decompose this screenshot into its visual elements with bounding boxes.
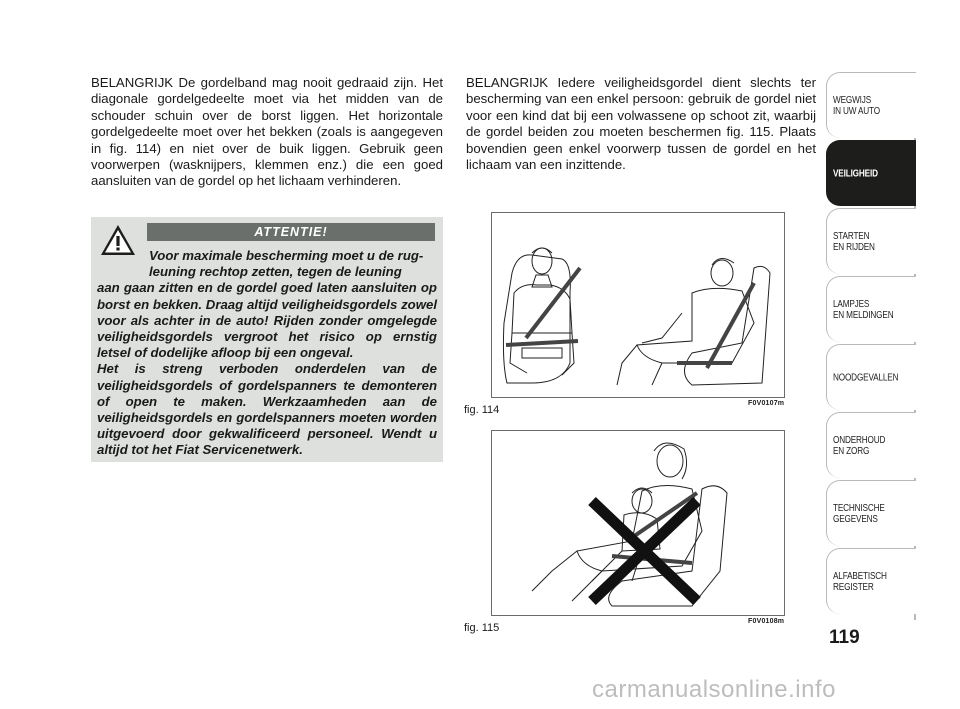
tab-technische[interactable]	[826, 480, 916, 546]
warning-line-1: Voor maximale bescherming moet u de rug-	[149, 248, 424, 263]
intro-right-text: BELANGRIJK Iedere veiligheidsgordel dient slechts ter bescherming van een enkel persoon: gebruik de gordel niet voor een kind dat bij een volwassene op schoot zit, waarbij de gordel beiden zou moeten beschermen fig. 115. Plaats bovendien geen enkel voorwerp tussen de gordel en het lichaam van een inzittende.	[466, 75, 816, 173]
warning-box	[91, 217, 443, 462]
figure-115-code: F0V0108m	[748, 618, 785, 625]
warning-body	[97, 248, 437, 459]
intro-left-text: BELANGRIJK De gordelband mag nooit gedraaid zijn. Het diagonale gordelgedeelte moet via het midden van de schouder schuin over de borst liggen. Het horizontale gordelgedeelte moet over het bekken (zoals is aangegeven in fig. 114) en niet over de buik liggen. Gebruik geen voorwerpen (wasknijpers, klemmen enz.) die een goed aansluiten van de gordel op het lichaam verhinderen.	[91, 75, 443, 189]
tab-label: STARTEN EN RIJDEN	[833, 230, 875, 253]
warning-title: ATTENTIE!	[147, 223, 435, 241]
tab-alfabetisch[interactable]	[826, 548, 916, 614]
watermark-text: carmanualsonline.info	[592, 676, 836, 703]
tab-noodgevallen[interactable]	[826, 344, 916, 410]
tab-label: VEILIGHEID	[833, 168, 878, 179]
warning-paragraph-1: aan gaan zitten en de gordel goed laten aansluiten op borst en bekken. Draag altijd veiligheidsgordels zowel voor als achter in de auto! Rijden zonder omgelegde veiligheidsgordels vergroot het risico op ernstig letsel of dodelijke afloop bij een ongeval.	[97, 280, 437, 361]
figure-114-label: fig. 114	[464, 404, 500, 416]
tab-veiligheid[interactable]	[826, 140, 916, 206]
tab-label: NOODGEVALLEN	[833, 372, 899, 383]
tab-onderhoud[interactable]	[826, 412, 916, 478]
tab-lampjes[interactable]	[826, 276, 916, 342]
figure-115-seatbelt-illustration	[491, 430, 785, 616]
figure-114-seatbelt-illustration	[491, 212, 785, 398]
warning-line-2: leuning rechtop zetten, tegen de leuning	[149, 264, 402, 280]
tab-label: ALFABETISCH REGISTER	[833, 570, 887, 593]
seatbelt-child-on-lap-drawing	[492, 431, 784, 615]
warning-paragraph-2: Het is streng verboden onderdelen van de veiligheidsgordels of gordelspanners te demonteren of open te maken. Werkzaamheden aan de veiligheidsgordels en gordelspanners moeten worden uitgevoerd door gekwalificeerd personeel. Wendt u altijd tot het Fiat Servicenetwerk.	[97, 361, 437, 458]
tab-label: LAMPJES EN MELDINGEN	[833, 298, 894, 321]
tab-label: TECHNISCHE GEGEVENS	[833, 502, 885, 525]
figure-115-label: fig. 115	[464, 622, 500, 634]
page-number: 119	[829, 627, 860, 648]
tab-label: ONDERHOUD EN ZORG	[833, 434, 886, 457]
tab-wegwijs[interactable]	[826, 72, 916, 138]
figure-114-code: F0V0107m	[748, 400, 785, 407]
seatbelt-adults-drawing	[492, 213, 784, 397]
tab-starten[interactable]	[826, 208, 916, 274]
tab-label: WEGWIJS IN UW AUTO	[833, 94, 880, 117]
chapter-tabs	[826, 72, 916, 616]
